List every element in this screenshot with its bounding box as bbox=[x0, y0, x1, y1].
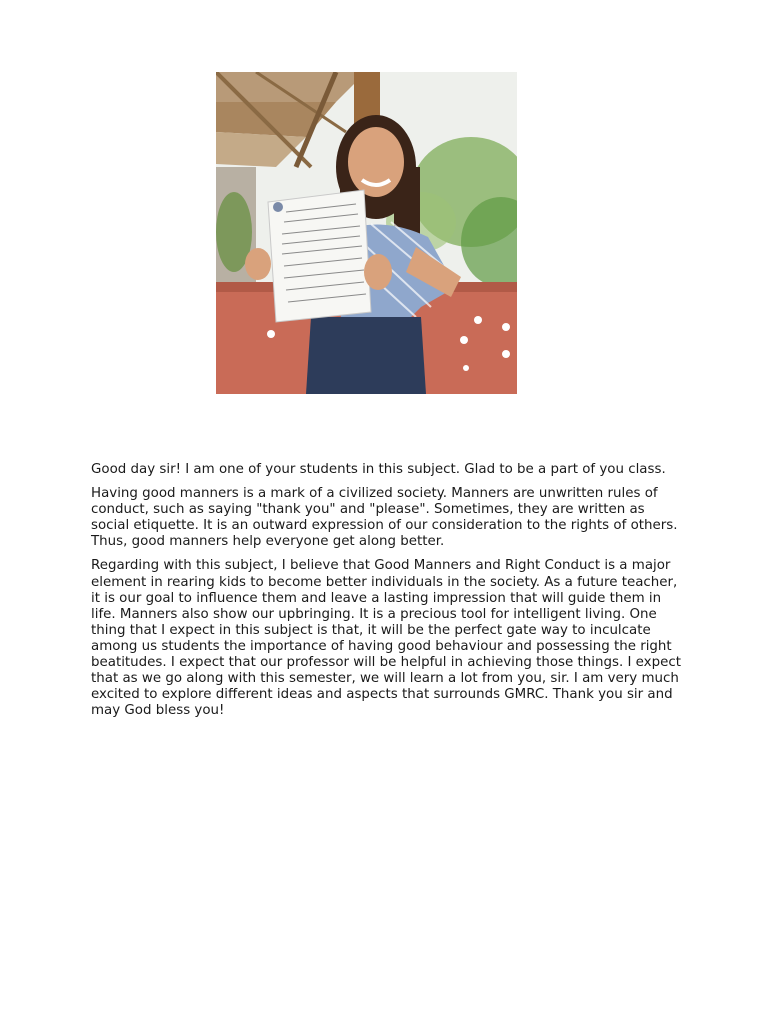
paragraph-good-manners: Having good manners is a mark of a civilized society. Manners are unwritten rules of conduct, such as saying "thank you" and "please". Sometimes, they are written as social etiquette. It is an outward expression of our consideration to the rights of others. Thus, good manners help everyone get along better. bbox=[91, 486, 678, 550]
paragraph-expectations: Regarding with this subject, I believe that Good Manners and Right Conduct is a major element in rearing kids to become better individuals in the society. As a future teacher, it is our goal to influence them and leave a lasting impression that will guide them in life. Manners also show our upbringing. It is a precious tool for intelligent living. One thing that I expect in this subject is that, it will be the perfect gate way to inculcate among us students the importance of having good behaviour and possessing the right beatitudes. I expect that our professor will be helpful in achieving those things. I expect that as we go along with this semester, we will learn a lot from you, sir. I am very much excited to explore different ideas and aspects that surrounds GMRC. Thank you sir and may God bless you! bbox=[91, 558, 681, 719]
student-photo bbox=[216, 72, 517, 394]
photo-illustration bbox=[216, 72, 517, 394]
letter-body bbox=[91, 462, 681, 727]
paragraph-greeting: Good day sir! I am one of your students in this subject. Glad to be a part of you class. bbox=[91, 462, 666, 477]
